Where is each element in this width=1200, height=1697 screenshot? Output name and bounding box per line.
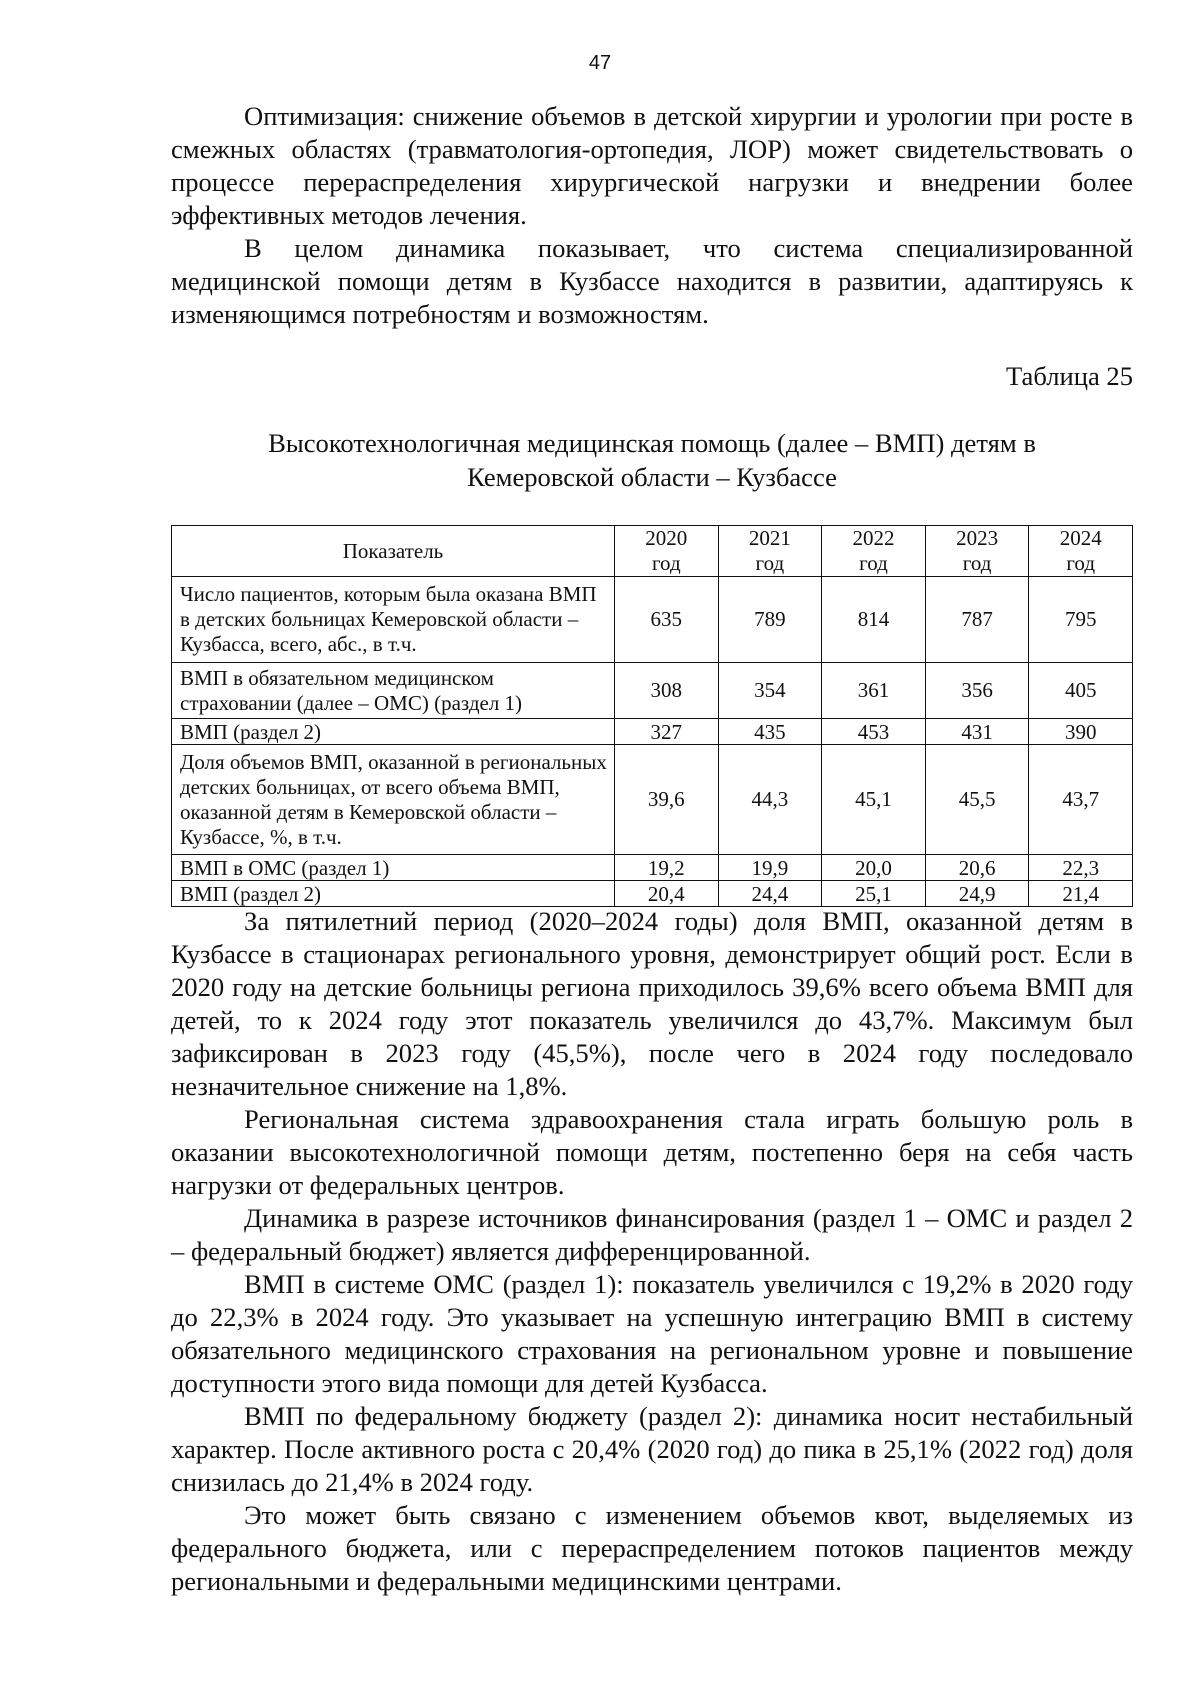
paragraph: За пятилетний период (2020–2024 годы) доля ВМП, оказанной детям в Кузбассе в стационарах регионального уровня, демонстрирует общий рост. Если в 2020 году на детские больницы региона приходилось 39,6% всего объема ВМП для детей, то к 2024 году этот показатель увеличился до 43,7%. Максимум был зафиксирован в 2023 году (45,5%), после чего в 2024 году последовало незначительное снижение на 1,8%. xyxy=(171,906,1133,1101)
table-caption-line: Кемеровской области – Кузбассе xyxy=(467,462,837,492)
table-row xyxy=(172,855,1133,881)
paragraph: Региональная система здравоохранения стала играть большую роль в оказании высокотехнологичной помощи детям, постепенно беря на себя часть нагрузки от федеральных центров. xyxy=(171,1104,1133,1200)
table-caption-line: Высокотехнологичная медицинская помощь (далее – ВМП) детям в xyxy=(268,428,1036,458)
table-cell: 39,6 xyxy=(615,745,719,855)
table-cell: 390 xyxy=(1029,719,1133,745)
header-year: 2023 год xyxy=(925,526,1029,577)
table-cell: 19,2 xyxy=(615,855,719,881)
row-label: ВМП в обязательном медицинском страховании (далее – ОМС) (раздел 1) xyxy=(172,663,615,719)
analysis-text xyxy=(171,905,1133,1598)
table-cell: 20,6 xyxy=(925,855,1029,881)
paragraph: В целом динамика показывает, что система специализированной медицинской помощи детям в Кузбассе находится в развитии, адаптируясь к изменяющимся потребностям и возможностям. xyxy=(171,233,1133,329)
header-year: 2020 год xyxy=(615,526,719,577)
table-cell: 435 xyxy=(718,719,822,745)
row-label: Число пациентов, которым была оказана ВМП в детских больницах Кемеровской области – Кузбасса, всего, абс., в т.ч. xyxy=(172,577,615,663)
table-cell: 327 xyxy=(615,719,719,745)
paragraph: Динамика в разрезе источников финансирования (раздел 1 – ОМС и раздел 2 – федеральный бюджет) является дифференцированной. xyxy=(171,1203,1133,1266)
table-cell: 635 xyxy=(615,577,719,663)
table-row xyxy=(172,577,1133,663)
table-cell: 405 xyxy=(1029,663,1133,719)
table-cell: 795 xyxy=(1029,577,1133,663)
table-cell: 431 xyxy=(925,719,1029,745)
table-cell: 24,4 xyxy=(718,881,822,907)
table-cell: 356 xyxy=(925,663,1029,719)
table-caption xyxy=(171,426,1133,494)
paragraph: Это может быть связано с изменением объемов квот, выделяемых из федерального бюджета, или с перераспределением потоков пациентов между региональными и федеральными медицинскими центрами. xyxy=(171,1500,1133,1596)
table-row xyxy=(172,719,1133,745)
table-row xyxy=(172,663,1133,719)
table-cell: 20,4 xyxy=(615,881,719,907)
header-indicator: Показатель xyxy=(172,526,615,577)
table-cell: 45,5 xyxy=(925,745,1029,855)
intro-text xyxy=(171,100,1133,331)
row-label: ВМП (раздел 2) xyxy=(172,881,615,907)
table-cell: 22,3 xyxy=(1029,855,1133,881)
paragraph: Оптимизация: снижение объемов в детской хирургии и урологии при росте в смежных областях (травматология-ортопедия, ЛОР) может свидетельствовать о процессе перераспределения хирургической нагрузки и внедрении более эффективных методов лечения. xyxy=(171,101,1133,230)
table-cell: 308 xyxy=(615,663,719,719)
table-label: Таблица 25 xyxy=(1005,361,1133,391)
table-cell: 19,9 xyxy=(718,855,822,881)
header-year: 2024 год xyxy=(1029,526,1133,577)
row-label: ВМП в ОМС (раздел 1) xyxy=(172,855,615,881)
table-row xyxy=(172,881,1133,907)
table-cell: 787 xyxy=(925,577,1029,663)
table-cell: 45,1 xyxy=(822,745,926,855)
table-header-row xyxy=(172,526,1133,577)
table-cell: 43,7 xyxy=(1029,745,1133,855)
table-cell: 21,4 xyxy=(1029,881,1133,907)
table-cell: 453 xyxy=(822,719,926,745)
table-cell: 789 xyxy=(718,577,822,663)
paragraph: ВМП в системе ОМС (раздел 1): показатель увеличился с 19,2% в 2020 году до 22,3% в 2024 году. Это указывает на успешную интеграцию ВМП в систему обязательного медицинского страхования на региональном уровне и повышение доступности этого вида помощи для детей Кузбасса. xyxy=(171,1269,1133,1398)
header-year: 2022 год xyxy=(822,526,926,577)
row-label: Доля объемов ВМП, оказанной в региональных детских больницах, от всего объема ВМП, оказанной детям в Кемеровской области – Кузбассе, %, в т.ч. xyxy=(172,745,615,855)
data-table xyxy=(171,525,1133,907)
table-cell: 354 xyxy=(718,663,822,719)
page-number: 47 xyxy=(588,52,612,74)
table-cell: 24,9 xyxy=(925,881,1029,907)
header-year: 2021 год xyxy=(718,526,822,577)
table-cell: 25,1 xyxy=(822,881,926,907)
table-cell: 20,0 xyxy=(822,855,926,881)
table-row xyxy=(172,745,1133,855)
paragraph: ВМП по федеральному бюджету (раздел 2): динамика носит нестабильный характер. После активного роста с 20,4% (2020 год) до пика в 25,1% (2022 год) доля снизилась до 21,4% в 2024 году. xyxy=(171,1401,1133,1497)
table-cell: 361 xyxy=(822,663,926,719)
row-label: ВМП (раздел 2) xyxy=(172,719,615,745)
table-cell: 814 xyxy=(822,577,926,663)
table-cell: 44,3 xyxy=(718,745,822,855)
